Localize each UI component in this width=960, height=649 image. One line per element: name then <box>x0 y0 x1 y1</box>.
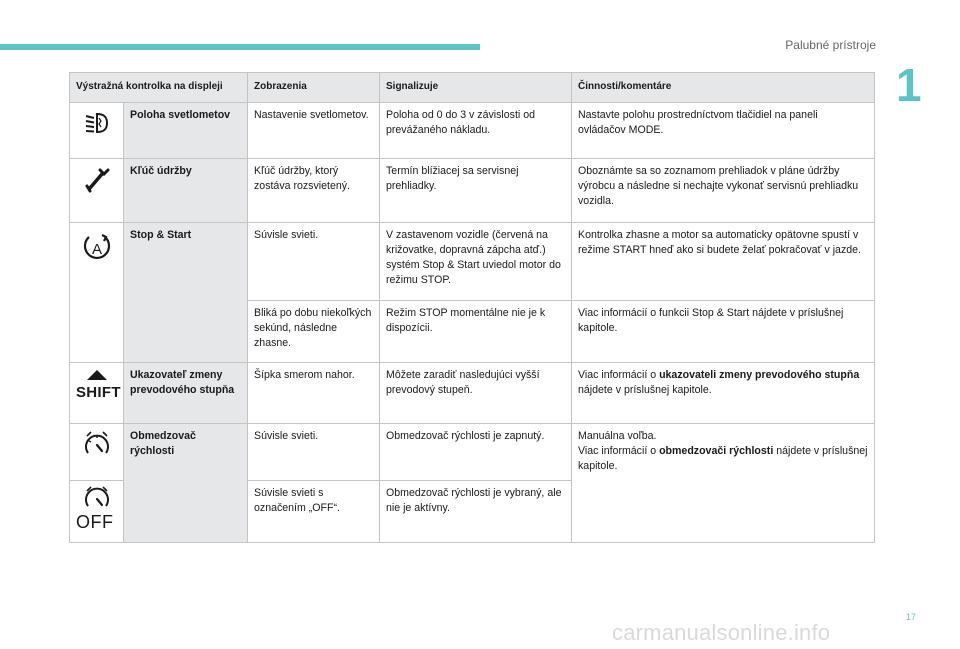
action-text: nájdete v príslušnej kapitole. <box>578 445 868 473</box>
action-text: nájdete v príslušnej kapitole. <box>578 384 712 397</box>
warning-lights-table <box>69 72 875 543</box>
action-text: Manuálna voľba. <box>578 430 657 442</box>
signal-cell: Režim STOP momentálne nie je k dispozícii. <box>380 301 572 363</box>
table-row <box>70 159 875 223</box>
signal-cell: Obmedzovač rýchlosti je vybraný, ale nie je aktívny. <box>380 481 572 543</box>
action-text: Viac informácií o <box>578 369 660 381</box>
section-title: Palubné prístroje <box>785 38 876 52</box>
chapter-number: 1 <box>896 59 922 111</box>
display-cell: Bliká po dobu niekoľkých sekúnd, následne zhasne. <box>248 301 380 363</box>
table-row <box>70 363 875 424</box>
watermark: carmanualsonline.info <box>612 620 831 645</box>
display-cell: Kľúč údržby, ktorý zostáva rozsvietený. <box>248 159 380 223</box>
stop-start-icon-letter: A <box>91 241 102 258</box>
table-header-row <box>70 73 875 103</box>
action-cell <box>572 424 875 543</box>
header-display: Zobrazenia <box>248 73 380 103</box>
signal-cell: Termín blížiacej sa servisnej prehliadky. <box>380 159 572 223</box>
row-label: Ukazovateľ zmeny prevodového stupňa <box>124 363 248 424</box>
action-cell: Viac informácií o funkcii Stop & Start nájdete v príslušnej kapitole. <box>572 301 875 363</box>
row-label: Stop & Start <box>124 223 248 363</box>
display-cell: Šípka smerom nahor. <box>248 363 380 424</box>
top-accent-bar <box>0 44 480 50</box>
row-label: Kľúč údržby <box>124 159 248 223</box>
speed-limiter-off-icon <box>70 481 124 543</box>
header-actions: Činnosti/komentáre <box>572 73 875 103</box>
action-cell <box>572 363 875 424</box>
signal-cell: V zastavenom vozidle (červená na križovatke, dopravná zápcha atď.) systém Stop & Start uviedol motor do režimu STOP. <box>380 223 572 301</box>
wrench-icon <box>70 159 124 223</box>
shift-icon-text: SHIFT <box>76 384 121 401</box>
row-label: Obmedzovač rýchlosti <box>124 424 248 543</box>
table-row <box>70 424 875 481</box>
signal-cell: Poloha od 0 do 3 v závislosti od prevážaného nákladu. <box>380 103 572 159</box>
table-row <box>70 223 875 301</box>
off-icon-text: OFF <box>76 512 114 532</box>
display-cell: Súvisle svieti. <box>248 424 380 481</box>
shift-arrow-icon <box>70 363 124 424</box>
header-signal: Signalizuje <box>380 73 572 103</box>
display-cell: Nastavenie svetlometov. <box>248 103 380 159</box>
headlamp-leveling-icon <box>70 103 124 159</box>
action-cell: Nastavte polohu prostredníctvom tlačidiel na paneli ovládačov MODE. <box>572 103 875 159</box>
action-cell: Oboznámte sa so zoznamom prehliadok v pláne údržby výrobcu a následne si nechajte vykonať servisnú prehliadku vozidla. <box>572 159 875 223</box>
action-text: Viac informácií o <box>578 445 660 458</box>
speed-limiter-icon <box>70 424 124 481</box>
display-cell: Súvisle svieti s označením „OFF“. <box>248 481 380 543</box>
stop-start-icon <box>70 223 124 363</box>
row-label: Poloha svetlometov <box>124 103 248 159</box>
page-number: 17 <box>906 612 917 622</box>
action-bold-text: ukazovateli zmeny prevodového stupňa <box>659 369 860 381</box>
display-cell: Súvisle svieti. <box>248 223 380 301</box>
table-row <box>70 103 875 159</box>
action-cell: Kontrolka zhasne a motor sa automaticky opätovne spustí v režime START hneď ako si budete želať pokračovať v jazde. <box>572 223 875 301</box>
header-warning-light: Výstražná kontrolka na displeji <box>70 73 248 103</box>
action-bold-text: obmedzovači rýchlosti <box>659 445 774 458</box>
signal-cell: Môžete zaradiť nasledujúci vyšší prevodový stupeň. <box>380 363 572 424</box>
signal-cell: Obmedzovač rýchlosti je zapnutý. <box>380 424 572 481</box>
